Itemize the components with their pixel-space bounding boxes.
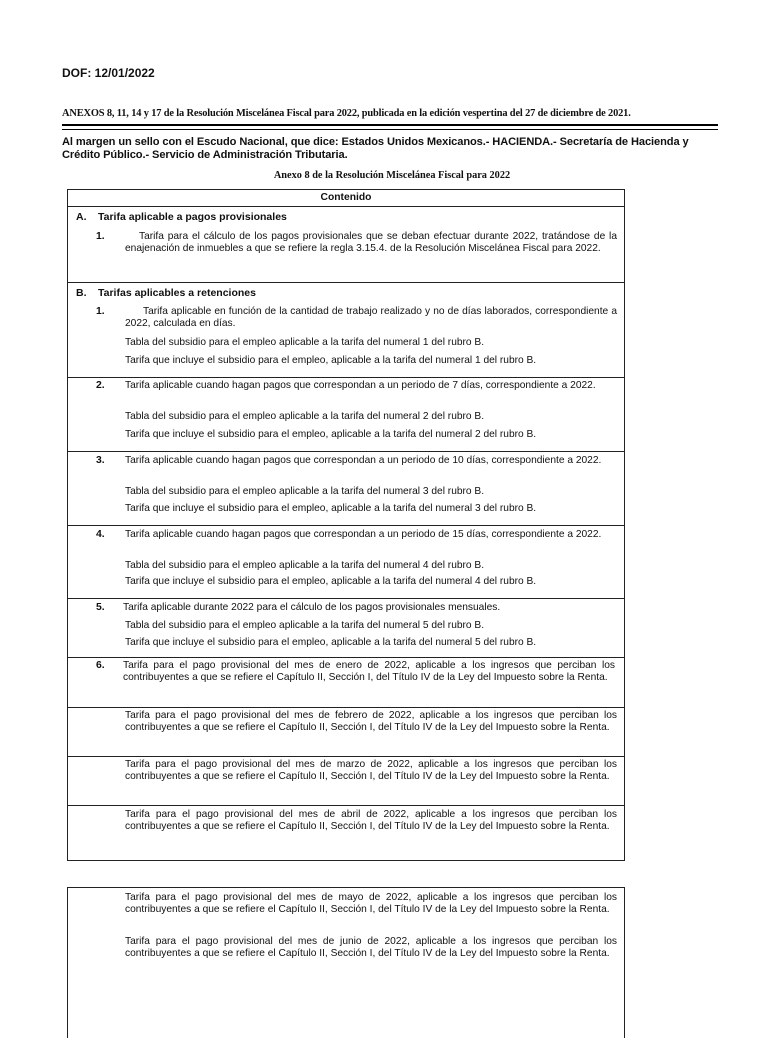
row-divider [68, 657, 624, 658]
section-letter: B. [76, 287, 87, 299]
section-title: Tarifas aplicables a retenciones [98, 287, 256, 299]
item-subtext: Tabla del subsidio para el empleo aplicable a la tarifa del numeral 2 del rubro B. [125, 411, 485, 422]
item-number: 1. [96, 306, 105, 317]
item-text: Tarifa para el pago provisional del mes de abril de 2022, aplicable a los ingresos que perciban los contribuyentes a que se refiere el Capítulo II, Sección I, del Título IV de la Ley del Impuesto sobre la Renta. [125, 809, 617, 833]
contents-table-continued [67, 887, 625, 1038]
item-number: 6. [96, 660, 105, 671]
item-text: Tarifa aplicable cuando hagan pagos que correspondan a un periodo de 15 días, correspondiente a 2022. [125, 529, 602, 540]
item-subtext: Tarifa que incluye el subsidio para el empleo, aplicable a la tarifa del numeral 3 del rubro B. [125, 503, 537, 514]
section-a-heading [76, 211, 287, 223]
row-divider [68, 598, 624, 599]
title-rule-thin [62, 129, 718, 130]
item-text: Tarifa aplicable durante 2022 para el cálculo de los pagos provisionales mensuales. [123, 602, 501, 613]
item-text: Tarifa para el cálculo de los pagos provisionales que se deban efectuar durante 2022, tratándose de la enajenación de inmuebles a que se refiere la regla 3.15.4. de la Resolución Miscelánea Fiscal para 2022. [125, 231, 617, 255]
item-subtext: Tarifa que incluye el subsidio para el empleo, aplicable a la tarifa del numeral 1 del rubro B. [125, 355, 537, 366]
item-subtext: Tabla del subsidio para el empleo aplicable a la tarifa del numeral 4 del rubro B. [125, 560, 485, 571]
item-subtext: Tarifa que incluye el subsidio para el empleo, aplicable a la tarifa del numeral 2 del rubro B. [125, 429, 537, 440]
item-number: 1. [96, 231, 105, 242]
row-divider [68, 707, 624, 708]
item-text: Tarifa para el pago provisional del mes de enero de 2022, aplicable a los ingresos que perciban los contribuyentes a que se refiere el Capítulo II, Sección I, del Título IV de la Ley del Impuesto sobre la Renta. [123, 660, 615, 684]
title-rule [62, 124, 718, 126]
row-divider [68, 525, 624, 526]
annex-subtitle: Anexo 8 de la Resolución Miscelánea Fiscal para 2022 [273, 170, 511, 181]
item-subtext: Tabla del subsidio para el empleo aplicable a la tarifa del numeral 1 del rubro B. [125, 337, 485, 348]
item-subtext: Tabla del subsidio para el empleo aplicable a la tarifa del numeral 5 del rubro B. [125, 620, 485, 631]
item-number: 4. [96, 529, 105, 540]
item-text: Tarifa para el pago provisional del mes de marzo de 2022, aplicable a los ingresos que perciban los contribuyentes a que se refiere el Capítulo II, Sección I, del Título IV de la Ley del Impuesto sobre la Renta. [125, 759, 617, 783]
item-text: Tarifa para el pago provisional del mes de mayo de 2022, aplicable a los ingresos que perciban los contribuyentes a que se refiere el Capítulo II, Sección I, del Título IV de la Ley del Impuesto sobre la Renta. [125, 892, 617, 916]
item-number: 3. [96, 455, 105, 466]
anexos-title: ANEXOS 8, 11, 14 y 17 de la Resolución Miscelánea Fiscal para 2022, publicada en la edición vespertina del 27 de diciembre de 2021. [62, 108, 631, 119]
item-text: Tarifa para el pago provisional del mes de junio de 2022, aplicable a los ingresos que perciban los contribuyentes a que se refiere el Capítulo II, Sección I, del Título IV de la Ley del Impuesto sobre la Renta. [125, 936, 617, 960]
dof-date: DOF: 12/01/2022 [62, 66, 155, 80]
item-text: Tarifa aplicable en función de la cantidad de trabajo realizado y no de días laborados, correspondiente a 2022, calculada en días. [125, 306, 617, 330]
row-divider [68, 805, 624, 806]
item-subtext: Tarifa que incluye el subsidio para el empleo, aplicable a la tarifa del numeral 5 del rubro B. [125, 637, 537, 648]
item-text: Tarifa aplicable cuando hagan pagos que correspondan a un periodo de 7 días, correspondiente a 2022. [125, 380, 596, 391]
row-divider [68, 451, 624, 452]
section-b-heading [76, 287, 256, 299]
row-divider [68, 206, 624, 207]
section-letter: A. [76, 211, 87, 223]
item-text: Tarifa aplicable cuando hagan pagos que correspondan a un periodo de 10 días, correspondiente a 2022. [125, 455, 602, 466]
row-divider [68, 282, 624, 283]
item-text: Tarifa para el pago provisional del mes de febrero de 2022, aplicable a los ingresos que perciban los contribuyentes a que se refiere el Capítulo II, Sección I, del Título IV de la Ley del Impuesto sobre la Renta. [125, 710, 617, 734]
table-heading: Contenido [320, 192, 372, 203]
row-divider [68, 377, 624, 378]
item-number: 5. [96, 602, 105, 613]
item-number: 2. [96, 380, 105, 391]
section-title: Tarifa aplicable a pagos provisionales [98, 211, 287, 223]
row-divider [68, 756, 624, 757]
contents-table [67, 189, 625, 861]
item-subtext: Tarifa que incluye el subsidio para el empleo, aplicable a la tarifa del numeral 4 del rubro B. [125, 576, 537, 587]
item-subtext: Tabla del subsidio para el empleo aplicable a la tarifa del numeral 3 del rubro B. [125, 486, 485, 497]
seal-note: Al margen un sello con el Escudo Nacional, que dice: Estados Unidos Mexicanos.- HACIENDA.- Secretaría de Hacienda y Crédito Público.- Servicio de Administración Tributaria. [62, 136, 689, 161]
